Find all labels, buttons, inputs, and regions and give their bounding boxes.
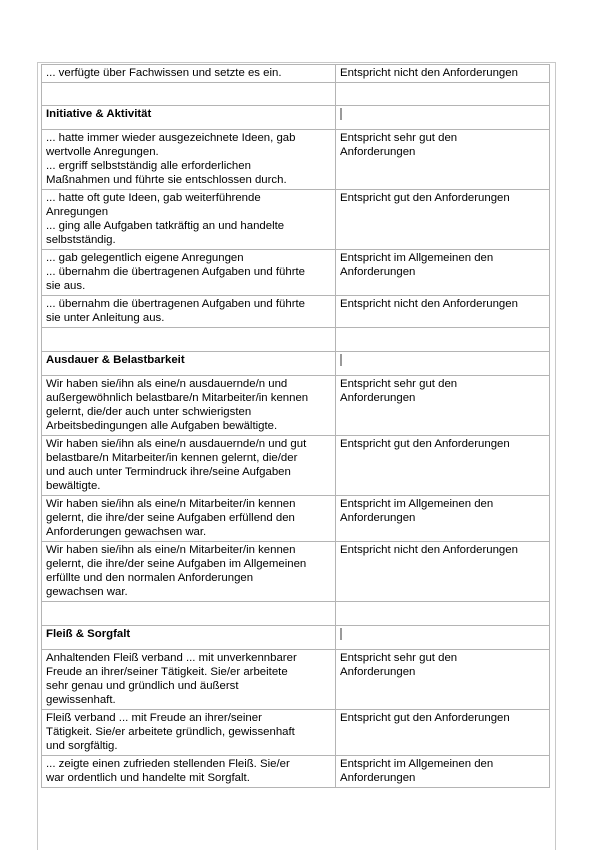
rating-cell[interactable]: Entspricht gut den Anforderungen xyxy=(336,710,550,756)
empty-cell[interactable] xyxy=(336,602,550,626)
text-boundary-top xyxy=(37,62,556,63)
table-row xyxy=(42,65,550,83)
section-title[interactable]: Initiative & Aktivität xyxy=(42,106,336,130)
rating-cell[interactable]: Entspricht sehr gut den Anforderungen xyxy=(336,130,550,190)
table-row xyxy=(42,650,550,710)
spacer-row xyxy=(42,602,550,626)
statement-cell[interactable]: Wir haben sie/ihn als eine/n ausdauernde/n und außergewöhnlich belastbare/n Mitarbeiter/in kennen gelernt, die/der auch unter schwierigsten Arbeitsbedingungen alle Aufgaben bewältigte. xyxy=(42,376,336,436)
table-row xyxy=(42,496,550,542)
rating-cell[interactable]: Entspricht sehr gut den Anforderungen xyxy=(336,650,550,710)
section-header-row xyxy=(42,106,550,130)
statement-cell[interactable]: Anhaltenden Fleiß verband ... mit unverkennbarer Freude an ihrer/seiner Tätigkeit. Sie/er arbeitete sehr genau und gründlich und äußerst gewissenhaft. xyxy=(42,650,336,710)
empty-cell[interactable] xyxy=(336,626,550,650)
text-boundary-right xyxy=(555,62,556,850)
statement-cell[interactable]: ... verfügte über Fachwissen und setzte es ein. xyxy=(42,65,336,83)
table-row xyxy=(42,130,550,190)
statement-cell[interactable]: Wir haben sie/ihn als eine/n Mitarbeiter/in kennen gelernt, die ihre/der seine Aufgaben erfüllend den Anforderungen gewachsen war. xyxy=(42,496,336,542)
table-row xyxy=(42,250,550,296)
section-title[interactable]: Ausdauer & Belastbarkeit xyxy=(42,352,336,376)
table-row xyxy=(42,296,550,328)
section-header-row xyxy=(42,352,550,376)
table-row xyxy=(42,710,550,756)
statement-cell[interactable]: Wir haben sie/ihn als eine/n ausdauernde/n und gut belastbare/n Mitarbeiter/in kennen gelernt, die/der und auch unter Termindruck ihre/seine Aufgaben bewältigte. xyxy=(42,436,336,496)
empty-cell[interactable] xyxy=(336,328,550,352)
rating-cell[interactable]: Entspricht nicht den Anforderungen xyxy=(336,65,550,83)
empty-cell[interactable] xyxy=(42,328,336,352)
text-cursor xyxy=(340,108,342,120)
table-row xyxy=(42,376,550,436)
empty-cell[interactable] xyxy=(42,83,336,106)
section-title[interactable]: Fleiß & Sorgfalt xyxy=(42,626,336,650)
table-row xyxy=(42,190,550,250)
empty-cell[interactable] xyxy=(336,352,550,376)
rating-cell[interactable]: Entspricht gut den Anforderungen xyxy=(336,190,550,250)
statement-cell[interactable]: Fleiß verband ... mit Freude an ihrer/seiner Tätigkeit. Sie/er arbeitete gründlich, gewissenhaft und sorgfältig. xyxy=(42,710,336,756)
table-row xyxy=(42,436,550,496)
empty-cell[interactable] xyxy=(336,83,550,106)
rating-cell[interactable]: Entspricht im Allgemeinen den Anforderungen xyxy=(336,756,550,788)
rating-cell[interactable]: Entspricht nicht den Anforderungen xyxy=(336,542,550,602)
evaluation-table xyxy=(41,64,550,788)
statement-cell[interactable]: ... gab gelegentlich eigene Anregungen ... übernahm die übertragenen Aufgaben und führte sie aus. xyxy=(42,250,336,296)
rating-cell[interactable]: Entspricht im Allgemeinen den Anforderungen xyxy=(336,250,550,296)
statement-cell[interactable]: ... zeigte einen zufrieden stellenden Fleiß. Sie/er war ordentlich und handelte mit Sorgfalt. xyxy=(42,756,336,788)
statement-cell[interactable]: ... hatte oft gute Ideen, gab weiterführende Anregungen ... ging alle Aufgaben tatkräftig an und handelte selbstständig. xyxy=(42,190,336,250)
rating-cell[interactable]: Entspricht nicht den Anforderungen xyxy=(336,296,550,328)
text-cursor xyxy=(340,628,342,640)
statement-cell[interactable]: ... hatte immer wieder ausgezeichnete Ideen, gab wertvolle Anregungen. ... ergriff selbstständig alle erforderlichen Maßnahmen und führte sie entschlossen durch. xyxy=(42,130,336,190)
spacer-row xyxy=(42,328,550,352)
empty-cell[interactable] xyxy=(336,106,550,130)
text-boundary-left xyxy=(37,62,38,850)
rating-cell[interactable]: Entspricht im Allgemeinen den Anforderungen xyxy=(336,496,550,542)
empty-cell[interactable] xyxy=(42,602,336,626)
rating-cell[interactable]: Entspricht sehr gut den Anforderungen xyxy=(336,376,550,436)
rating-cell[interactable]: Entspricht gut den Anforderungen xyxy=(336,436,550,496)
table-row xyxy=(42,542,550,602)
section-header-row xyxy=(42,626,550,650)
statement-cell[interactable]: ... übernahm die übertragenen Aufgaben und führte sie unter Anleitung aus. xyxy=(42,296,336,328)
table-row xyxy=(42,756,550,788)
statement-cell[interactable]: Wir haben sie/ihn als eine/n Mitarbeiter/in kennen gelernt, die ihre/der seine Aufgaben im Allgemeinen erfüllte und den normalen Anforderungen gewachsen war. xyxy=(42,542,336,602)
spacer-row xyxy=(42,83,550,106)
text-cursor xyxy=(340,354,342,366)
